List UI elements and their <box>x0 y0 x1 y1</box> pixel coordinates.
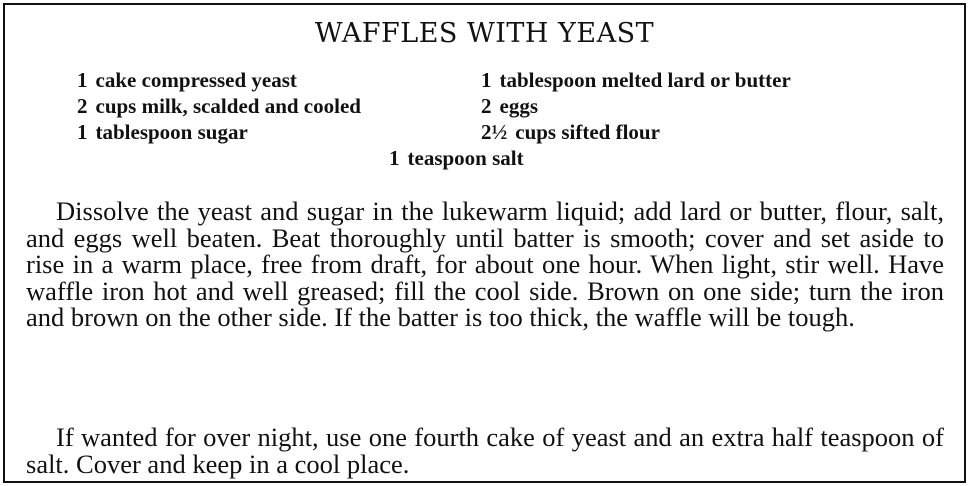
ingredient-quantity: 2½ <box>481 120 508 144</box>
ingredient-quantity: 1 <box>389 146 400 170</box>
ingredient-item <box>481 67 791 93</box>
ingredient-text: cups milk, scalded and cooled <box>95 94 361 118</box>
ingredient-quantity: 1 <box>77 68 88 92</box>
instructions-paragraph: Dissolve the yeast and sugar in the lukewarm liquid; add lard or butter, flour, salt, and eggs well beaten. Beat thoroughly until batter is smooth; cover and set aside to rise in a warm place, free from draft, for about one hour. When light, stir well. Have waffle iron hot and well greased; fill the cool side. Brown on one side; turn the iron and brown on the other side. If the batter is too thick, the waffle will be tough. <box>26 196 944 333</box>
ingredient-quantity: 1 <box>481 68 492 92</box>
storage-note-paragraph: If wanted for over night, use one fourth cake of yeast and an extra half teaspoon of salt. Cover and keep in a cool place. <box>26 422 944 479</box>
ingredient-item <box>481 119 660 145</box>
ingredient-text: eggs <box>499 94 538 118</box>
ingredient-text: cake compressed yeast <box>95 68 297 92</box>
ingredient-item <box>77 67 297 93</box>
ingredient-quantity: 1 <box>77 120 88 144</box>
recipe-title: WAFFLES WITH YEAST <box>314 18 655 49</box>
ingredient-text: cups sifted flour <box>515 120 660 144</box>
ingredient-quantity: 2 <box>481 94 492 118</box>
ingredient-item <box>77 119 248 145</box>
ingredient-item <box>481 93 538 119</box>
ingredient-quantity: 2 <box>77 94 88 118</box>
ingredient-item <box>77 93 361 119</box>
recipe-card <box>3 3 966 483</box>
ingredient-text: tablespoon sugar <box>95 120 248 144</box>
ingredient-text: tablespoon melted lard or butter <box>499 68 791 92</box>
ingredient-text: teaspoon salt <box>407 146 524 170</box>
ingredient-item <box>389 145 524 171</box>
